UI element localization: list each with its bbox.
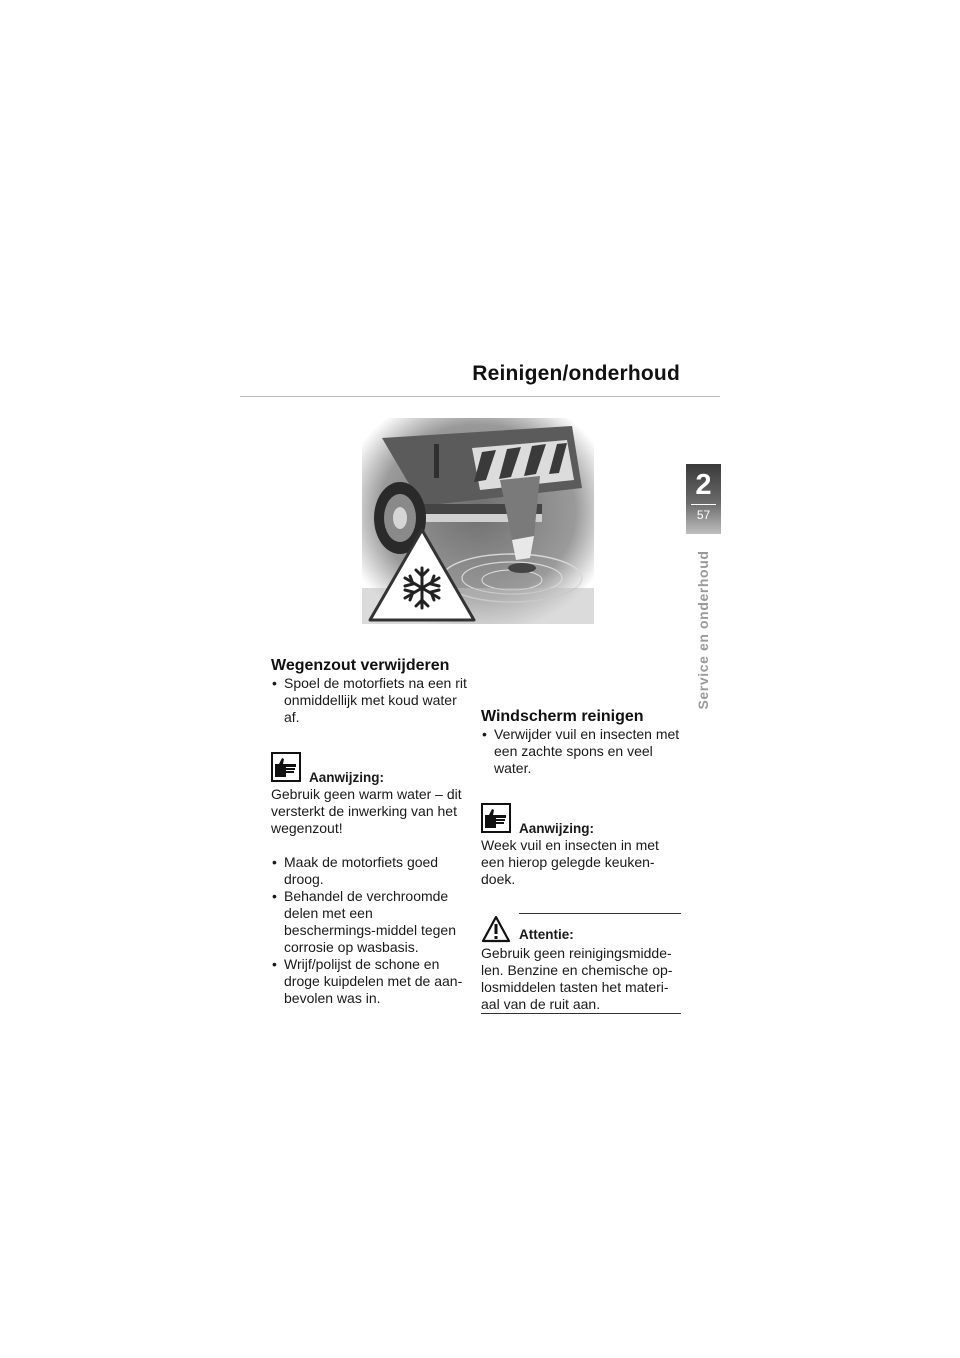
section-heading: Windscherm reinigen [481, 708, 644, 725]
page-title: Reinigen/onderhoud [472, 362, 680, 385]
list-item: • Wrijf/polijst de schone en droge kuipdelen met de aan-bevolen was in. [271, 956, 467, 1007]
note-label: Aanwijzing: [519, 821, 594, 836]
warning-box [481, 913, 681, 1014]
note-hand-icon [271, 752, 301, 782]
page-number: 57 [696, 508, 711, 522]
bullet-list [481, 726, 681, 777]
chapter-tab [686, 464, 721, 534]
title-divider [240, 396, 720, 397]
warning-header [481, 915, 681, 943]
bullet-list [271, 854, 467, 1007]
note-hand-icon [481, 803, 511, 833]
list-item: • Maak de motorfiets goed droog. [271, 854, 467, 888]
note-header [481, 803, 681, 837]
left-column [271, 657, 467, 1007]
note-text: Week vuil en insecten in met een hierop gelegde keuken-doek. [481, 837, 659, 887]
list-item: • Verwijder vuil en insecten met een zachte spons en veel water. [481, 726, 681, 777]
section-heading: Wegenzout verwijderen [271, 657, 450, 674]
warning-label: Attentie: [519, 927, 574, 942]
salt-spreader-illustration [362, 418, 594, 624]
bullet-list [271, 675, 467, 726]
chapter-divider [691, 504, 716, 505]
note-header [271, 752, 467, 786]
side-section-label: Service en onderhoud [695, 550, 711, 710]
right-column [481, 708, 681, 1014]
warning-triangle-icon [481, 915, 511, 943]
note-text: Gebruik geen warm water – dit versterkt de inwerking van het wegenzout! [271, 786, 462, 836]
list-item: • Behandel de verchroomde delen met een beschermings-middel tegen corrosie op wasbasis. [271, 888, 467, 956]
warning-top-rule [519, 913, 681, 914]
chapter-number: 2 [695, 469, 712, 501]
note-label: Aanwijzing: [309, 770, 384, 785]
warning-text: Gebruik geen reinigingsmidde-len. Benzine en chemische op-losmiddelen tasten het materi-aal van de ruit aan. [481, 945, 673, 1012]
list-item: • Spoel de motorfiets na een rit onmiddellijk met koud water af. [271, 675, 467, 726]
